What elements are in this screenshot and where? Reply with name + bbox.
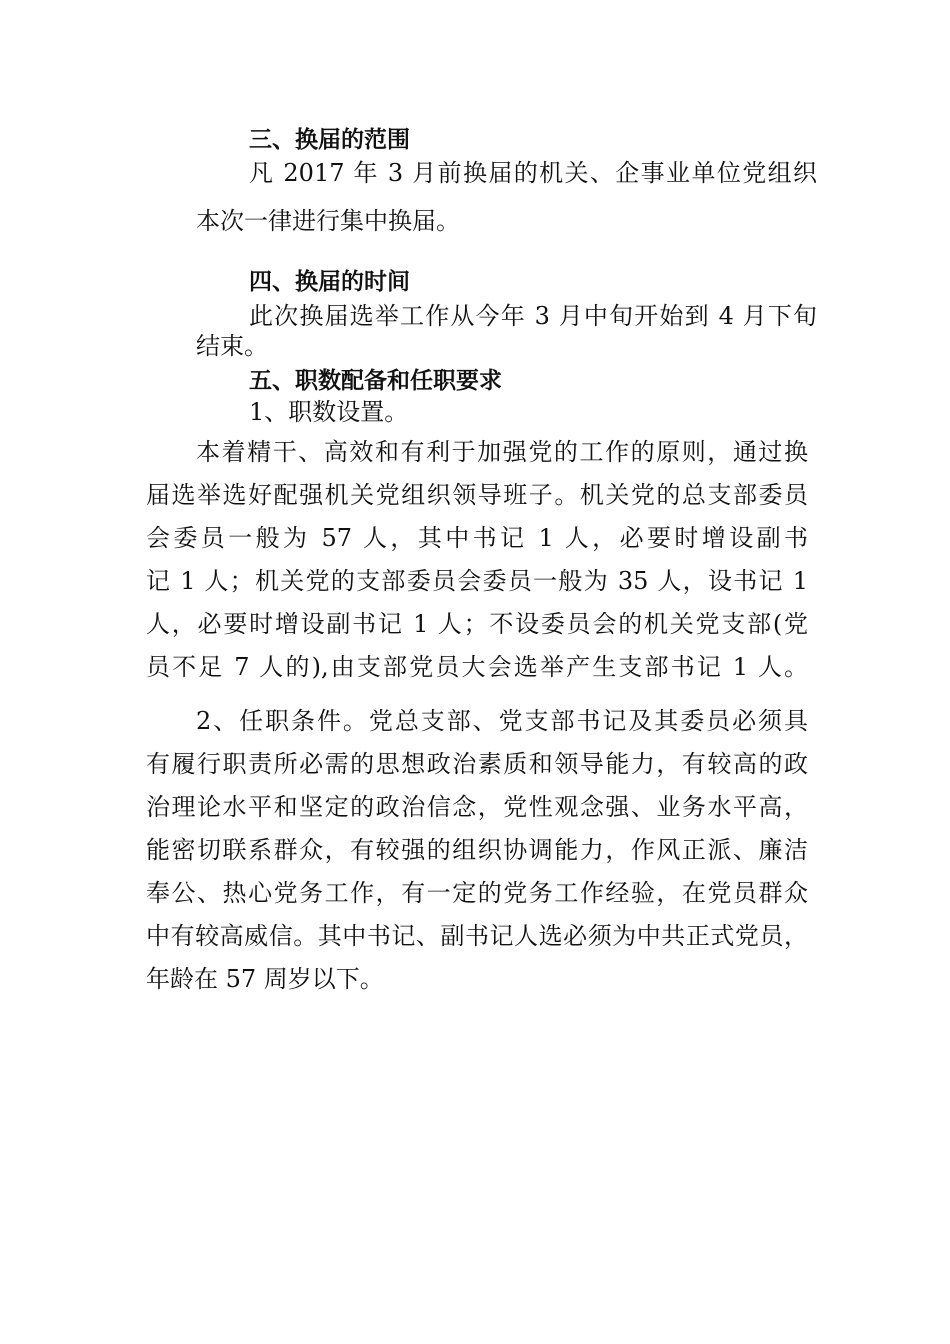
paragraph-line: 会委员一般为 57 人，其中书记 1 人，必要时增设副书 [146,524,808,552]
paragraph-line: 员不足 7 人的),由支部党员大会选举产生支部书记 1 人。 [146,653,808,681]
paragraph-line: 记 1 人；机关党的支部委员会委员一般为 35 人，设书记 1 [146,567,808,595]
paragraph-line: 中有较高威信。其中书记、副书记人选必须为中共正式党员， [146,922,808,950]
item-title: 1、职数设置。 [249,398,409,426]
section-heading-time: 四、换届的时间 [249,269,410,295]
paragraph-line: 本着精干、高效和有利于加强党的工作的原则，通过换 [196,438,808,466]
section-heading-scope: 三、换届的范围 [249,127,410,153]
paragraph-line: 2、任职条件。党总支部、党支部书记及其委员必须具 [196,707,808,735]
section-heading-positions: 五、职数配备和任职要求 [249,368,502,394]
paragraph-line: 治理论水平和坚定的政治信念，党性观念强、业务水平高， [146,793,808,821]
paragraph-line: 结束。 [196,332,268,360]
paragraph-line: 奉公、热心党务工作，有一定的党务工作经验，在党员群众 [146,879,808,907]
paragraph-line: 有履行职责所必需的思想政治素质和领导能力，有较高的政 [146,750,808,778]
paragraph-line: 届选举选好配强机关党组织领导班子。机关党的总支部委员 [146,481,808,509]
paragraph-line: 人，必要时增设副书记 1 人；不设委员会的机关党支部(党 [146,610,808,638]
paragraph-line: 此次换届选举工作从今年 3 月中旬开始到 4 月下旬 [249,302,817,330]
paragraph-line: 年龄在 57 周岁以下。 [146,965,384,993]
paragraph-line: 本次一律进行集中换届。 [196,207,460,235]
paragraph-line: 凡 2017 年 3 月前换届的机关、企事业单位党组织 [249,159,817,187]
paragraph-line: 能密切联系群众，有较强的组织协调能力，作风正派、廉洁 [146,836,808,864]
